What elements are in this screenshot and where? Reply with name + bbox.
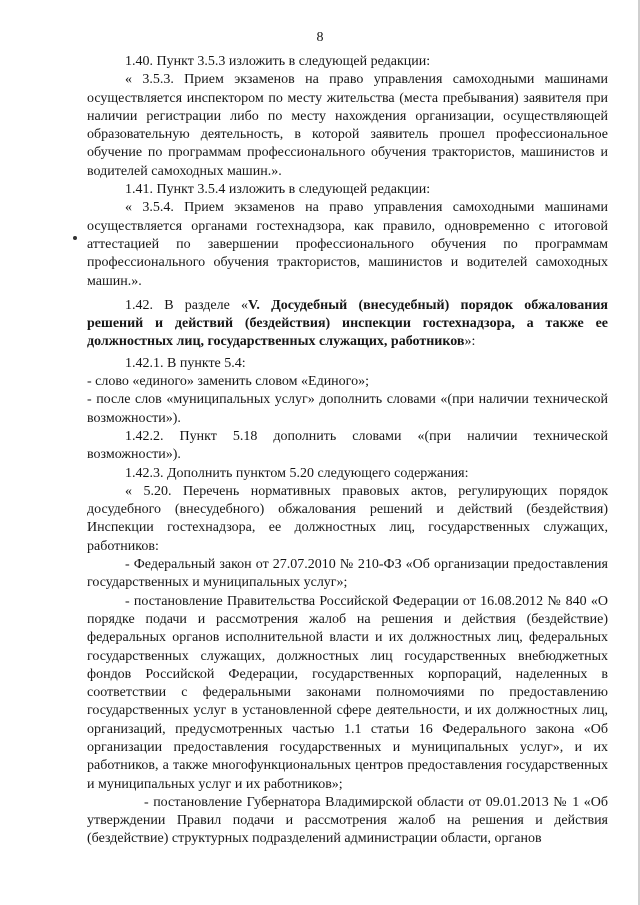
list-item-1-42-1-a: - слово «единого» заменить словом «Единого»; [87, 374, 369, 390]
list-item-government-decree: - постановление Правительства Российской Федерации от 16.08.2012 № 840 «О порядке подачи и рассмотрения жалоб на решения и действия (бездействие) федеральных органов исполнительной власти и их должностных лиц, федеральных государственных служащих, должностных лиц государственных внебюджетных фондов Российской Федерации, государственных корпораций, наделенных в соответствии с федеральными законами полномочиями по предоставлению государственных услуг в установленной сфере деятельности, и их должностных лиц, организаций, предусмотренных частью 1.1 статьи 16 Федерального закона «Об организации предоставления государственных и муниципальных услуг», и их работников, а также многофункциональных центров предоставления государственных и муниципальных услуг и их работников»; [87, 593, 608, 792]
paragraph-1-41: 1.41. Пункт 3.5.4 изложить в следующей редакции: [125, 182, 431, 198]
paragraph-1-40: 1.40. Пункт 3.5.3 изложить в следующей редакции: [125, 54, 431, 69]
list-item-1-42-1-b: - после слов «муниципальных услуг» дополнить словами «(при наличии технической возможности»). [87, 392, 608, 426]
paragraph-1-42 [87, 297, 608, 352]
list-item-federal-law: - Федеральный закон от 27.07.2010 № 210-ФЗ «Об организации предоставления государственных и муниципальных услуг»; [87, 557, 608, 591]
paragraph-1-42-1: 1.42.1. В пункте 5.4: [125, 355, 246, 371]
paragraph-5-20: « 5.20. Перечень нормативных правовых актов, регулирующих порядок досудебного (внесудебного) обжалования решений и действий (бездействия) Инспекции гостехнадзора, ее должностных лиц, государственных служащих, работников: [87, 483, 608, 554]
section-142-prefix: 1.42. В разделе « [125, 297, 249, 313]
paragraph-3-5-4: « 3.5.4. Прием экзаменов на право управления самоходными машинами осуществляется органами гостехнадзора, как правило, одновременно с итоговой аттестацией по завершении профессионального обучения по программам профессионального обучения трактористов, машинистов и водителей самоходных машин.». [87, 200, 608, 289]
list-item-governor-decree: - постановление Губернатора Владимирской области от 09.01.2013 № 1 «Об утверждении Правил подачи и рассмотрения жалоб на решения и действия (бездействие) структурных подразделений администрации области, органов [87, 794, 608, 847]
paragraph-1-42-2: 1.42.2. Пункт 5.18 дополнить словами «(при наличии технической возможности»). [87, 428, 608, 463]
section-142-suffix: »: [464, 334, 476, 350]
paragraph-1-42-3: 1.42.3. Дополнить пунктом 5.20 следующего содержания: [125, 465, 469, 481]
page-number: 8 [316, 30, 324, 45]
section-v-title: V. Досудебный (внесудебный) порядок обжалования решений и действий (бездействия) инспекции гостехнадзора, а также ее должностных лиц, государственных служащих, работников [87, 297, 609, 350]
document-body [87, 53, 608, 849]
paragraph-3-5-3: « 3.5.3. Прием экзаменов на право управления самоходными машинами осуществляется инспектором по месту жительства (места пребывания) заявителя при наличии регистрации либо по месту нахождения организации, осуществляющей образовательную деятельность, в которой заявитель прошел профессиональное обучение по программам профессионального обучения трактористов, машинистов и водителей самоходных машин.». [87, 72, 608, 179]
scan-mark [73, 236, 77, 240]
